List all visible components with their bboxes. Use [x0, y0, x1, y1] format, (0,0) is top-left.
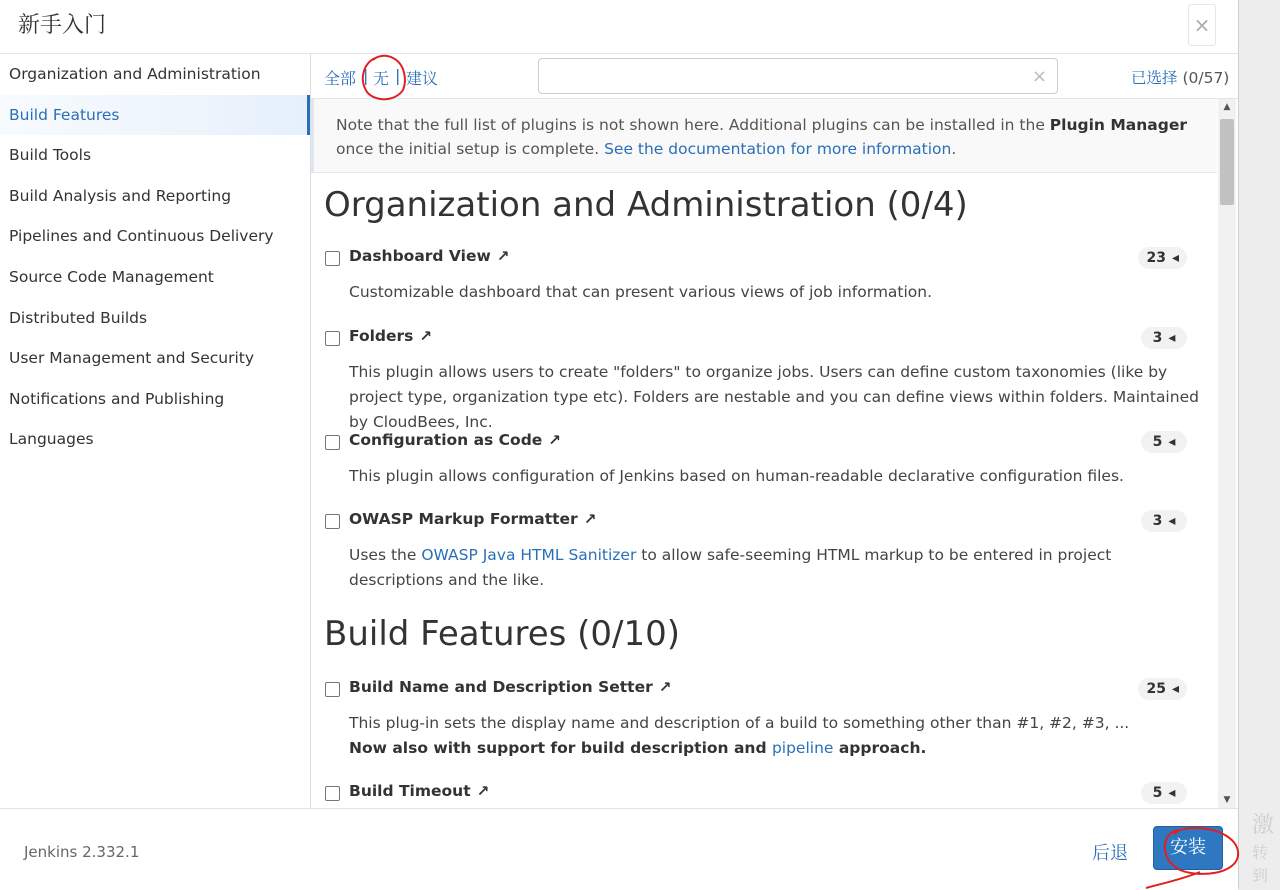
dependency-count-badge[interactable]: 3 ◂	[1141, 327, 1187, 349]
scroll-down-icon[interactable]: ▼	[1223, 795, 1231, 805]
dialog-header	[0, 0, 1238, 54]
sidebar-item-languages[interactable]: Languages	[9, 430, 94, 449]
content-scrollbar[interactable]	[1218, 99, 1236, 808]
back-button[interactable]: 后退	[1092, 843, 1128, 864]
external-link-icon[interactable]: ↗	[548, 431, 561, 449]
external-link-icon[interactable]: ↗	[419, 327, 432, 345]
category-heading: Organization and Administration (0/4)	[324, 185, 968, 225]
info-note	[311, 99, 1217, 173]
plugin-name[interactable]: Configuration as Code ↗	[349, 431, 561, 449]
category-sidebar	[0, 54, 311, 808]
toolbar-separator: |	[395, 66, 401, 85]
install-button[interactable]: 安装	[1153, 826, 1223, 870]
plugin-checkbox[interactable]	[325, 435, 340, 450]
clear-search-icon[interactable]: ×	[1031, 66, 1047, 87]
plugin-name[interactable]: Folders ↗	[349, 327, 432, 345]
plugin-description: Uses the OWASP Java HTML Sanitizer to allow safe-seeming HTML markup to be entered in project descriptions and the like.	[349, 546, 1112, 589]
plugin-description: Customizable dashboard that can present various views of job information.	[349, 283, 933, 301]
sidebar-item-build-tools[interactable]: Build Tools	[9, 146, 92, 165]
sidebar-item-user-management[interactable]: User Management and Security	[9, 349, 255, 368]
description-link[interactable]: OWASP Java HTML Sanitizer	[421, 546, 637, 564]
dependency-count-badge[interactable]: 25 ◂	[1138, 678, 1187, 700]
plugin-checkbox[interactable]	[325, 331, 340, 346]
caret-left-icon: ◂	[1168, 330, 1176, 346]
dialog-footer	[0, 808, 1238, 889]
scroll-thumb[interactable]	[1220, 119, 1234, 205]
sidebar-item-distributed-builds[interactable]: Distributed Builds	[9, 308, 148, 327]
plugin-name[interactable]: Build Timeout ↗	[349, 782, 490, 800]
caret-left-icon: ◂	[1171, 681, 1179, 697]
select-suggested-link[interactable]: 建议	[406, 69, 439, 88]
caret-left-icon: ◂	[1168, 434, 1176, 450]
plugin-checkbox[interactable]	[325, 786, 340, 801]
select-all-link[interactable]: 全部	[324, 69, 357, 88]
toolbar-separator: |	[363, 66, 369, 85]
dependency-count-badge[interactable]: 3 ◂	[1141, 510, 1187, 532]
dependency-count-badge[interactable]: 5 ◂	[1141, 431, 1187, 453]
selected-count[interactable]	[1131, 66, 1229, 88]
scroll-up-icon[interactable]: ▲	[1223, 102, 1231, 112]
caret-left-icon: ◂	[1168, 785, 1176, 801]
plugin-checkbox[interactable]	[325, 514, 340, 529]
dependency-count-badge[interactable]: 5 ◂	[1141, 782, 1187, 804]
sidebar-item-pipelines[interactable]: Pipelines and Continuous Delivery	[9, 227, 274, 246]
watermark-text-2: 转到	[1252, 843, 1269, 885]
selected-count-value: (0/57)	[1182, 69, 1230, 87]
plugin-description: This plugin allows users to create "folders" to organize jobs. Users can define custom taxonomies (like by project type, organization type etc). Folders are nestable and you can define views within folders. Maintained by CloudBees, Inc.	[349, 363, 1199, 431]
sidebar-item-build-analysis[interactable]: Build Analysis and Reporting	[9, 186, 232, 205]
plugin-name[interactable]: OWASP Markup Formatter ↗	[349, 510, 597, 528]
sidebar-item-organization[interactable]: Organization and Administration	[9, 65, 261, 83]
external-link-icon[interactable]: ↗	[496, 247, 510, 265]
plugin-manager-bold: Plugin Manager	[1049, 116, 1187, 134]
plugin-checkbox[interactable]	[325, 251, 340, 266]
category-heading: Build Features (0/10)	[324, 614, 681, 654]
external-link-icon[interactable]: ↗	[658, 678, 672, 696]
background-outside	[1238, 0, 1280, 890]
pipeline-link[interactable]: pipeline	[771, 739, 834, 757]
sidebar-item-source-code[interactable]: Source Code Management	[9, 267, 214, 286]
caret-left-icon: ◂	[1168, 513, 1176, 529]
selected-label[interactable]: 已选择	[1131, 69, 1178, 87]
select-none-link[interactable]: 无	[373, 69, 390, 88]
documentation-link[interactable]: See the documentation for more information	[604, 140, 952, 158]
plugin-description: This plug-in sets the display name and description of a build to something other than #1, #2, #3, ... Now also with support for build description and pipeline approach.	[349, 714, 1130, 757]
close-button[interactable]: ×	[1188, 4, 1216, 46]
plugin-name[interactable]: Dashboard View ↗	[349, 247, 510, 265]
plugin-list	[311, 99, 1217, 808]
sidebar-item-build-features[interactable]: Build Features	[0, 95, 310, 136]
dependency-count-badge[interactable]: 23 ◂	[1138, 247, 1187, 269]
plugin-toolbar	[311, 54, 1238, 99]
external-link-icon[interactable]: ↗	[476, 782, 490, 800]
sidebar-item-notifications[interactable]: Notifications and Publishing	[9, 389, 225, 408]
plugin-name[interactable]: Build Name and Description Setter ↗	[349, 678, 672, 696]
watermark-text-1: 激	[1252, 813, 1275, 838]
caret-left-icon: ◂	[1171, 250, 1179, 266]
dialog-title: 新手入门	[18, 13, 107, 38]
jenkins-version: Jenkins 2.332.1	[24, 843, 140, 861]
external-link-icon[interactable]: ↗	[583, 510, 597, 528]
note-text: Note that the full list of plugins is not shown here. Additional plugins can be installed in the Plugin Manager once the initial setup is complete. See the documentation for more information.	[336, 116, 1187, 158]
plugin-description: This plugin allows configuration of Jenkins based on human-readable declarative configuration files.	[349, 467, 1124, 485]
plugin-search-input[interactable]	[538, 58, 1058, 94]
plugin-checkbox[interactable]	[325, 682, 340, 697]
